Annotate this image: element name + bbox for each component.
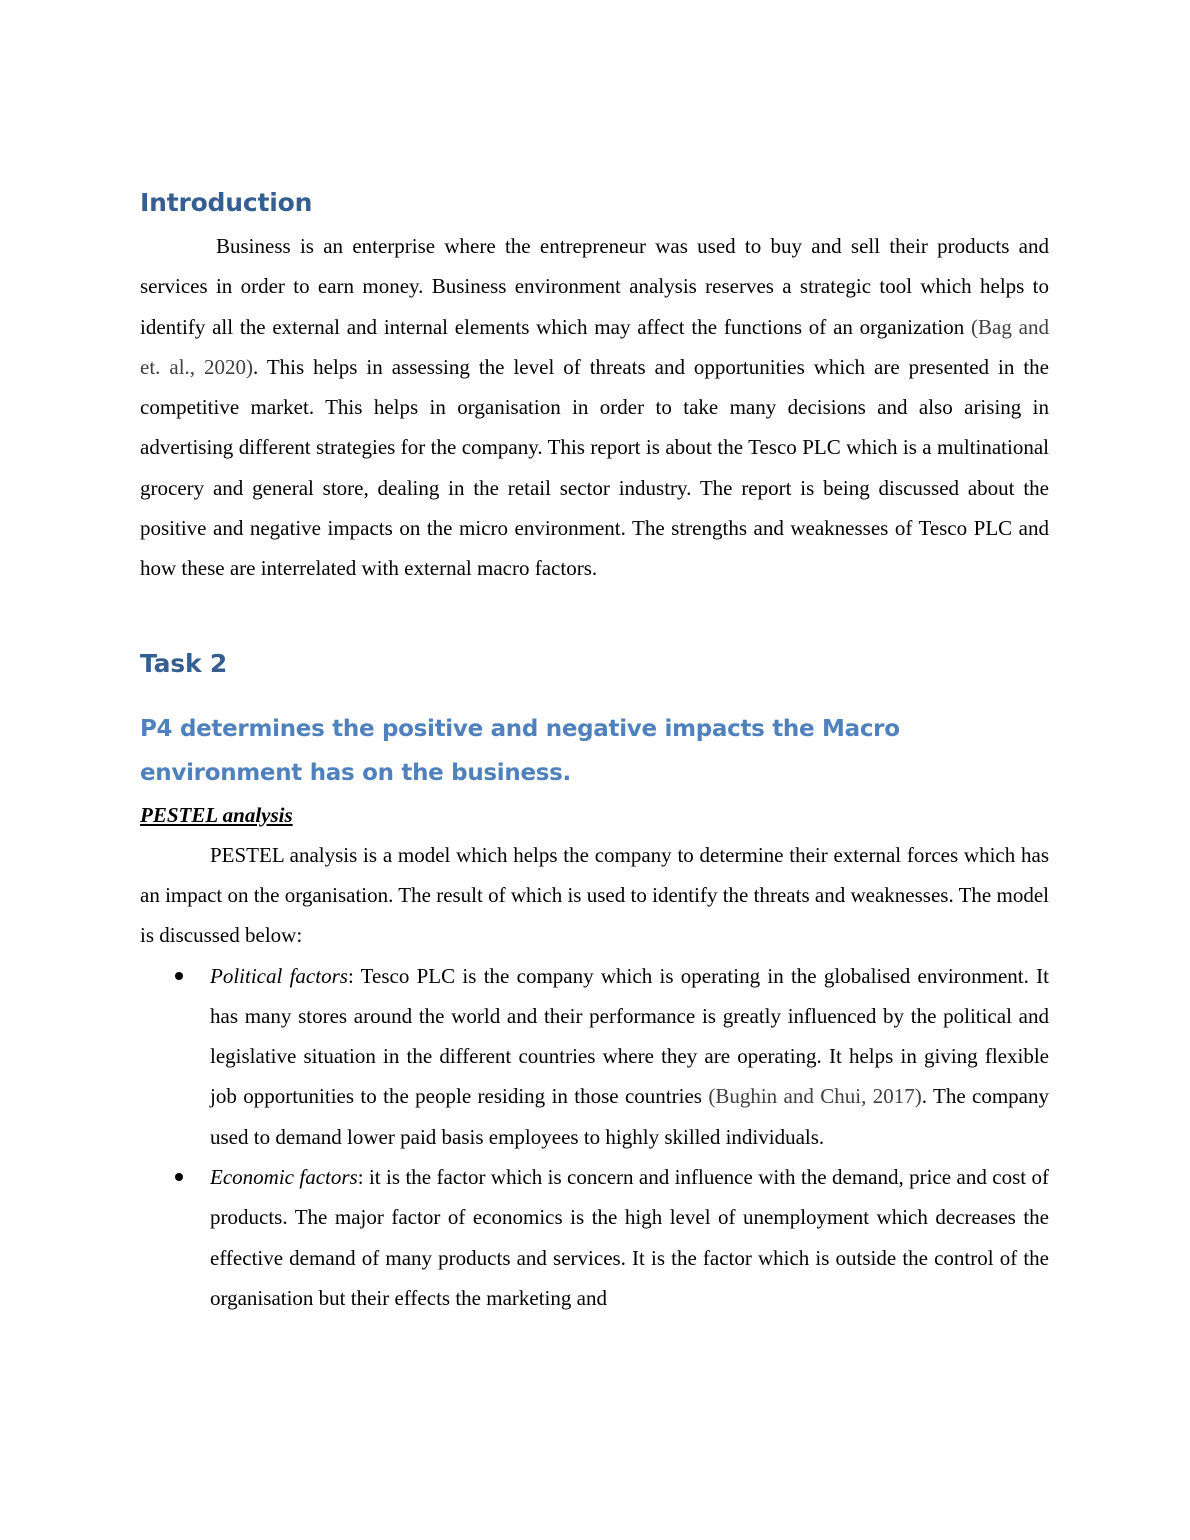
task2-subheading: P4 determines the positive and negative impacts the Macro environment has on the business. bbox=[140, 715, 900, 786]
economic-text-1: : it is the factor which is concern and influence with the demand, price and cost of products. The major factor of economics is the high level of unemployment which decreases the effective demand of many products and services. It is the factor which is outside the control of the organisation but their effects the marketing and bbox=[210, 1165, 1049, 1310]
pestel-list bbox=[140, 956, 1049, 1319]
political-term: Political factors bbox=[210, 963, 348, 988]
economic-term: Economic factors bbox=[210, 1165, 358, 1190]
pestel-title: PESTEL analysis bbox=[140, 802, 293, 827]
bullet-icon bbox=[175, 972, 183, 980]
bullet-icon bbox=[175, 1173, 183, 1181]
political-text-1: : Tesco PLC is the company which is operating in the globalised environment. It has many stores around the world and their performance is greatly influenced by the political and legislative situation in the different countries where they are operating. It helps in giving flexible job opportunities to the people residing in those countries bbox=[210, 963, 1050, 1109]
introduction-heading: Introduction bbox=[140, 188, 313, 217]
pestel-intro: PESTEL analysis is a model which helps the company to determine their external forces which has an impact on the organisation. The result of which is used to identify the threats and weaknesses. The model is discussed below: bbox=[140, 842, 1049, 948]
introduction-text-2: . This helps in assessing the level of threats and opportunities which are presented in the competitive market. This helps in organisation in order to take many decisions and also arising in advertising different strategies for the company. This report is about the Tesco PLC which is a multinational grocery and general store, dealing in the retail sector industry. The report is being discussed about the positive and negative impacts on the micro environment. The strengths and weaknesses of Tesco PLC and how these are interrelated with external macro factors. bbox=[140, 354, 1049, 581]
spacer bbox=[140, 589, 1049, 641]
introduction-text-1: Business is an enterprise where the entrepreneur was used to buy and sell their products and services in order to earn money. Business environment analysis reserves a strategic tool which helps to identify all the external and internal elements which may affect the functions of an organization bbox=[140, 234, 1049, 339]
document-page bbox=[140, 180, 1049, 1318]
list-item-economic bbox=[140, 1157, 1049, 1318]
task2-heading: Task 2 bbox=[140, 648, 228, 678]
list-item-political bbox=[140, 956, 1049, 1157]
introduction-paragraph bbox=[140, 226, 1049, 589]
political-citation: (Bughin and Chui, 2017) bbox=[708, 1084, 922, 1109]
introduction-citation: (Bag and et. al., 2020) bbox=[140, 314, 1049, 379]
spacer bbox=[140, 687, 1049, 707]
political-text-2: . The company used to demand lower paid basis employees to highly skilled individuals. bbox=[210, 1084, 1049, 1149]
